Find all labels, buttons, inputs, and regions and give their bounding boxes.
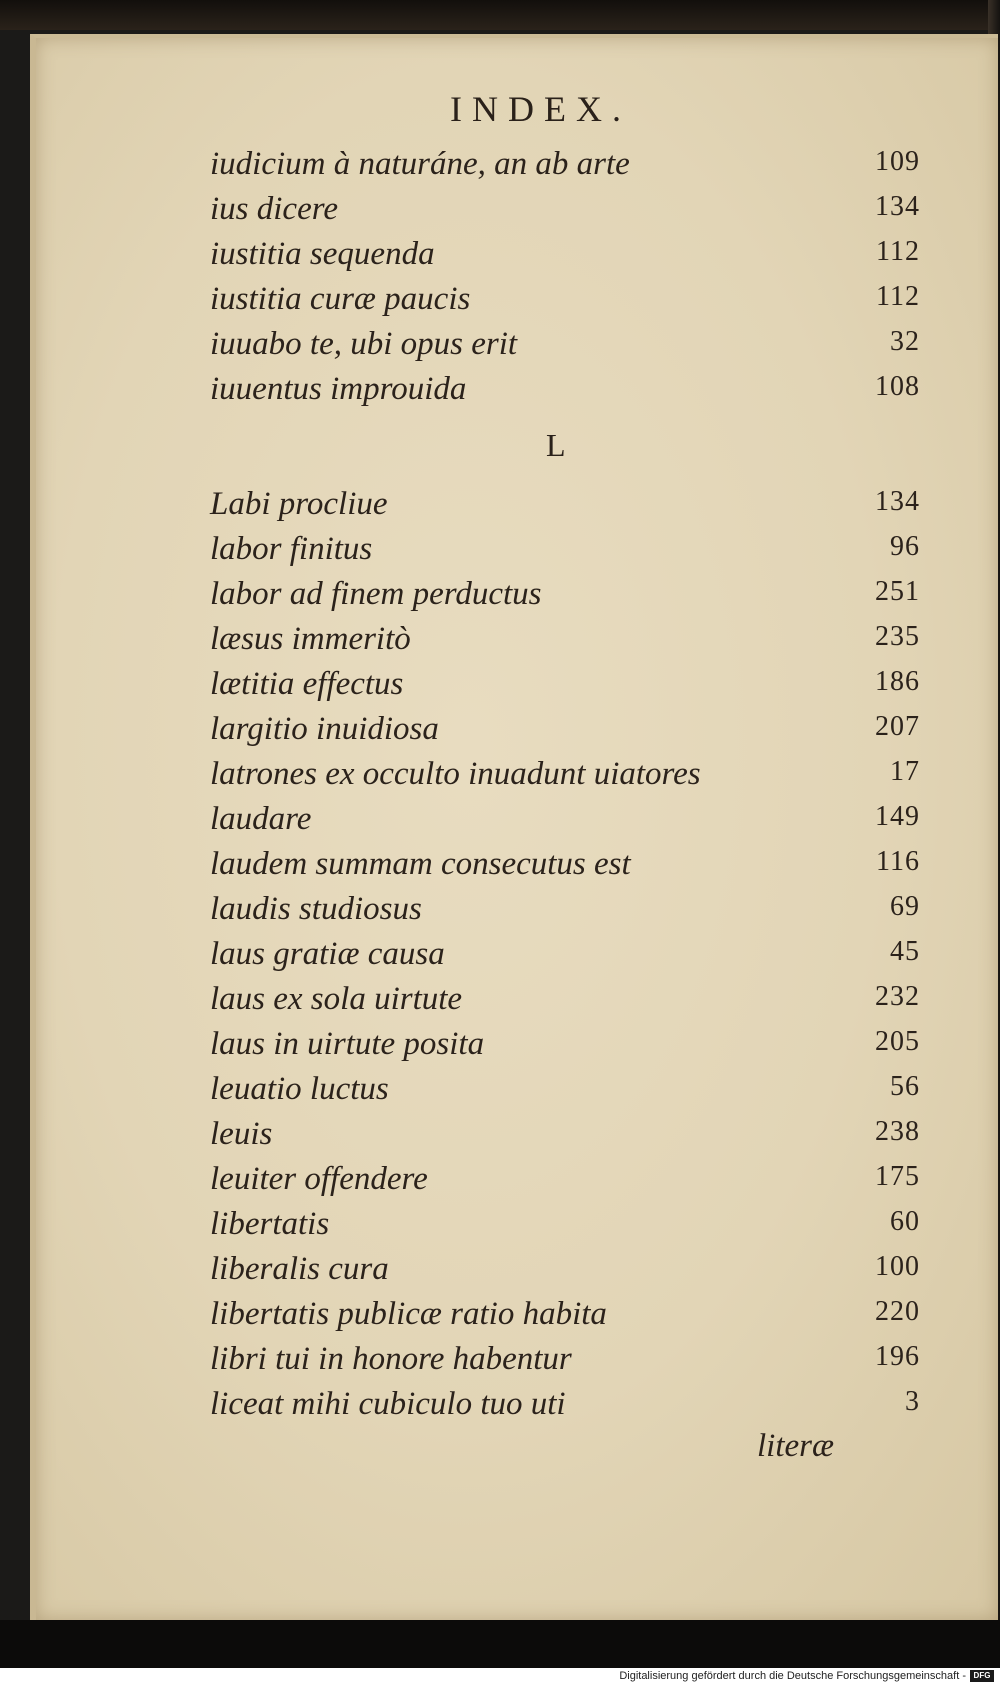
index-term: Labi procliue [210,486,388,522]
scanner-background-top [0,0,1000,30]
index-term: iuuabo te, ubi opus erit [210,326,518,362]
index-page-number: 3 [905,1386,920,1417]
index-entry [210,486,920,530]
index-page-number: 109 [875,146,920,177]
index-entry [210,191,920,235]
index-entry [210,281,920,325]
index-term: læsus immeritò [210,621,411,657]
index-entry [210,236,920,280]
index-page-number: 116 [876,846,920,877]
index-term: laudem summam consecutus est [210,846,631,882]
index-term: leuatio luctus [210,1071,389,1107]
index-entry [210,371,920,415]
index-entry [210,1251,920,1295]
dfg-logo-icon: DFG [970,1670,994,1682]
index-entry [210,936,920,980]
index-term: laus gratiæ causa [210,936,445,972]
index-page-number: 134 [875,191,920,222]
index-term: laudare [210,801,312,837]
index-term: liberalis cura [210,1251,389,1287]
index-page-number: 96 [890,531,920,562]
index-page-number: 56 [890,1071,920,1102]
index-page-number: 112 [876,236,920,267]
index-page-number: 205 [875,1026,920,1057]
index-entry [210,1116,920,1160]
index-term: leuis [210,1116,273,1152]
index-entry [210,1161,920,1205]
index-entry [210,801,920,845]
index-page-number: 45 [890,936,920,967]
running-head: INDEX. [450,89,631,129]
index-page-number: 149 [875,801,920,832]
index-page-number: 134 [875,486,920,517]
index-entry [210,576,920,620]
index-term: laudis studiosus [210,891,422,927]
index-entry [210,146,920,190]
digitization-footer [0,1668,1000,1685]
index-entry [210,711,920,755]
index-entry [210,891,920,935]
index-entry [210,621,920,665]
scanner-background-bottom [0,1620,1000,1668]
index-entry [210,326,920,370]
index-term: largitio inuidiosa [210,711,439,747]
index-term: laus ex sola uirtute [210,981,463,1017]
index-term: iustitia curæ paucis [210,281,471,317]
index-term: lætitia effectus [210,666,404,702]
index-page-number: 100 [875,1251,920,1282]
index-entry [210,1206,920,1250]
footer-credit: Digitalisierung gefördert durch die Deutsche Forschungsgemeinschaft - [619,1670,966,1682]
section-letter: L [546,427,566,463]
index-page-number: 108 [875,371,920,402]
index-entry [210,756,920,800]
index-term: latrones ex occulto inuadunt uiatores [210,756,701,792]
catchword: literæ [757,1428,835,1464]
index-term: iudicium à naturáne, an ab arte [210,146,630,182]
index-page-number: 60 [890,1206,920,1237]
index-page-number: 69 [890,891,920,922]
index-entry [210,1071,920,1115]
index-entry [210,846,920,890]
index-term: iuuentus improuida [210,371,467,407]
index-entry [210,981,920,1025]
index-page-number: 220 [875,1296,920,1327]
index-page-number: 112 [876,281,920,312]
index-term: libertatis publicæ ratio habita [210,1296,607,1332]
index-term: libri tui in honore habentur [210,1341,572,1377]
index-term: libertatis [210,1206,330,1242]
index-term: iustitia sequenda [210,236,435,272]
index-entry [210,1341,920,1385]
index-page-number: 232 [875,981,920,1012]
index-page-number: 175 [875,1161,920,1192]
index-term: ius dicere [210,191,338,227]
index-page-number: 196 [875,1341,920,1372]
index-term: liceat mihi cubiculo tuo uti [210,1386,566,1422]
index-entry [210,1026,920,1070]
index-term: labor ad finem perductus [210,576,542,612]
index-page-number: 238 [875,1116,920,1147]
index-page-number: 207 [875,711,920,742]
index-entry [210,531,920,575]
index-entry [210,1386,920,1430]
index-term: labor finitus [210,531,373,567]
index-page-number: 251 [875,576,920,607]
index-term: leuiter offendere [210,1161,428,1197]
index-page-number: 17 [890,756,920,787]
index-term: laus in uirtute posita [210,1026,485,1062]
index-page-number: 186 [875,666,920,697]
index-page-number: 32 [890,326,920,357]
index-entry [210,666,920,710]
index-entry [210,1296,920,1340]
index-page-number: 235 [875,621,920,652]
